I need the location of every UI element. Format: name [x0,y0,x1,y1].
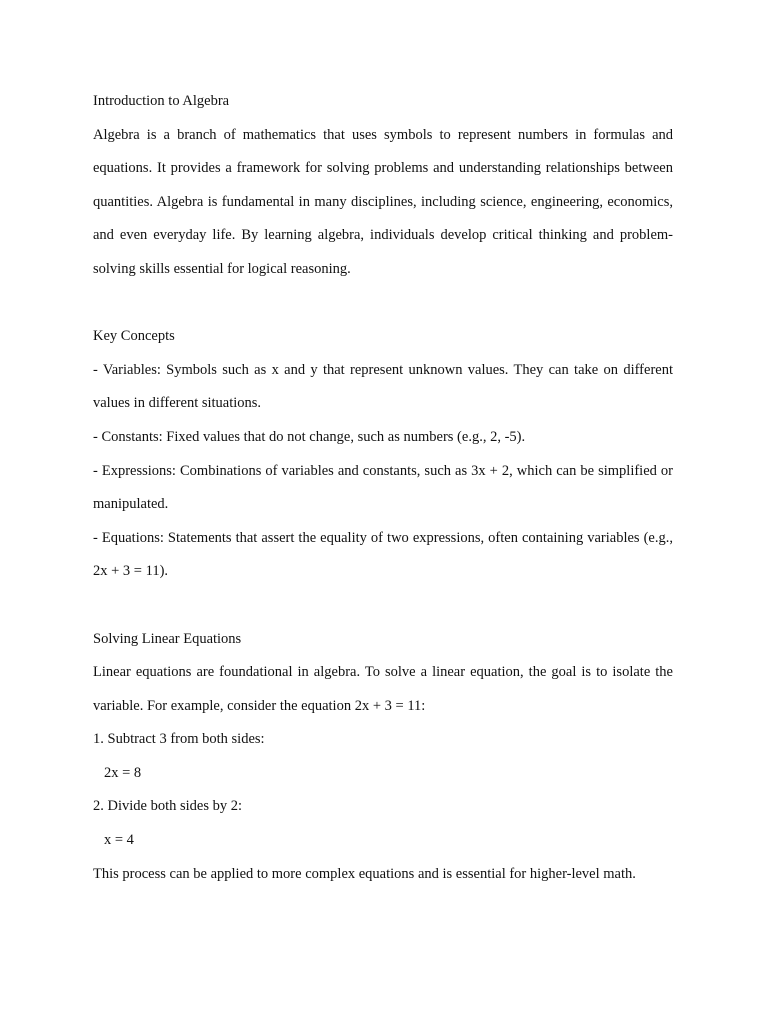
linear-paragraph: Linear equations are foundational in algebra. To solve a linear equation, the goal is to isolate the variable. For example, consider the equation 2x + 3 = 11: [93,664,673,714]
section-title-linear-equations: Solving Linear Equations [93,630,242,647]
concept-item-expressions: - Expressions: Combinations of variables and constants, such as 3x + 2, which can be simplified or manipulated. [93,462,673,513]
concept-item-equations: - Equations: Statements that assert the equality of two expressions, often containing variables (e.g., 2x + 3 = 11). [93,529,673,580]
section-title-key-concepts: Key Concepts [93,328,175,345]
section-spacer [93,589,673,623]
step-two-result: x = 4 [104,832,134,849]
concept-item-constants: - Constants: Fixed values that do not change, such as numbers (e.g., 2, -5). [93,428,526,445]
section-title-introduction: Introduction to Algebra [93,93,230,109]
concept-item-variables: - Variables: Symbols such as x and y that represent unknown values. They can take on different values in different situations. [93,361,673,412]
conclusion-paragraph: This process can be applied to more complex equations and is essential for higher-level math. [93,865,636,882]
intro-paragraph: Algebra is a branch of mathematics that uses symbols to represent numbers in formulas and equations. It provides a framework for solving problems and understanding relationships between quantities. Algebra is fundamental in many disciplines, including science, engineering, economics, and even everyday life. By learning algebra, individuals develop critical thinking and problem-solving skills essential for logical reasoning. [93,126,673,277]
step-two: 2. Divide both sides by 2: [93,798,243,815]
step-one-result: 2x = 8 [104,764,142,781]
document-page [93,85,673,891]
section-spacer [93,287,673,321]
step-one: 1. Subtract 3 from both sides: [93,731,265,748]
